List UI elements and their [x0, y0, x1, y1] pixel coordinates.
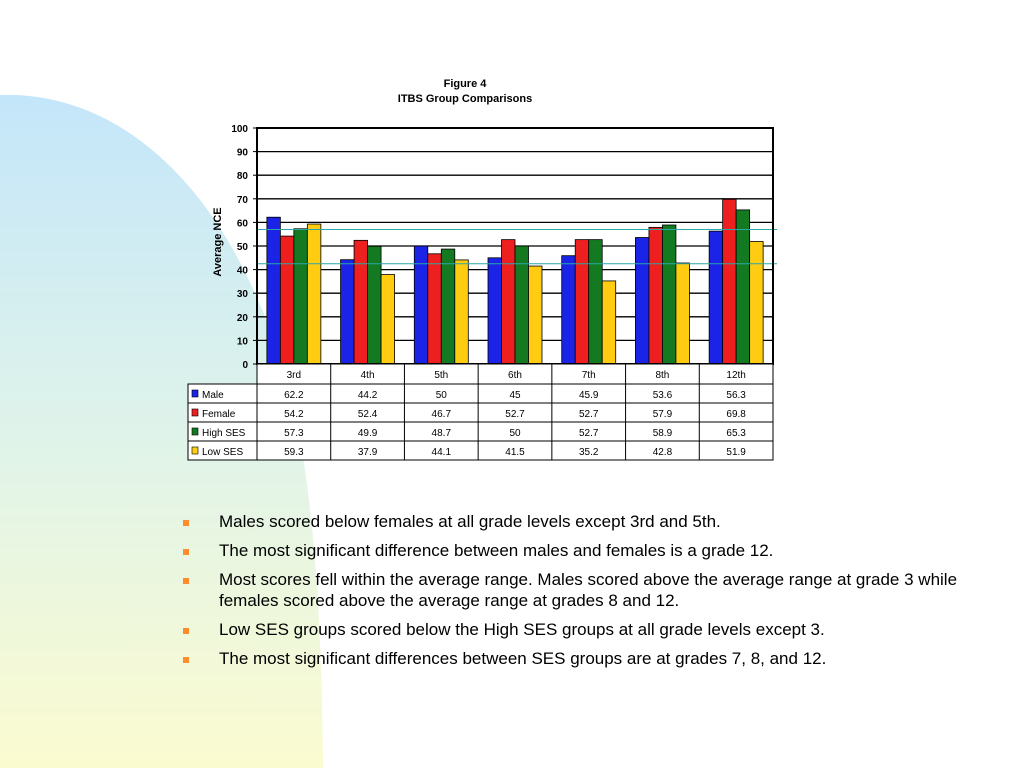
table-cell-value: 58.9 [652, 428, 673, 439]
y-tick-label: 60 [236, 218, 248, 230]
bullet-text: Males scored below females at all grade levels except 3rd and 5th. [219, 512, 721, 531]
bar-male [488, 258, 502, 364]
data-table [188, 364, 773, 460]
bar-low-ses [602, 281, 616, 364]
table-cell-value: 45.9 [578, 390, 599, 401]
table-cell-value: 52.4 [357, 409, 378, 420]
table-cell-value: 51.9 [726, 447, 746, 458]
bar-low-ses [307, 224, 321, 364]
bar-female [649, 227, 663, 364]
bars [267, 199, 763, 364]
table-cell-value: 44.2 [357, 390, 378, 401]
y-tick-label: 50 [236, 242, 248, 253]
bar-male [562, 256, 576, 364]
table-cell-value: 35.2 [578, 447, 599, 458]
table-cell-value: 65.3 [726, 428, 746, 439]
x-category-label: 3rd [286, 370, 302, 381]
bar-male [267, 217, 281, 364]
y-tick-label: 30 [236, 289, 248, 301]
bar-high-ses [294, 229, 308, 364]
bullet-marker-icon [183, 578, 189, 584]
bar-male [635, 238, 649, 364]
chart-subtitle: ITBS Group Comparisons [397, 93, 533, 105]
table-cell-value: 53.6 [652, 390, 673, 401]
legend-swatch [192, 428, 198, 435]
legend-swatch [192, 447, 198, 454]
table-cell-value: 48.7 [431, 428, 452, 439]
y-axis-label: Average NCE [212, 207, 224, 277]
bar-female [502, 240, 516, 364]
bar-female [428, 254, 442, 364]
x-category-label: 12th [726, 370, 746, 381]
table-cell-value: 57.9 [652, 409, 673, 420]
bullet-text: The most significant differences between SES groups are at grades 7, 8, and 12. [219, 649, 827, 668]
chart-title: Figure 4 [443, 78, 487, 90]
bar-low-ses [529, 266, 543, 364]
table-cell-value: 50 [435, 390, 447, 401]
x-category-label: 6th [508, 370, 522, 381]
bar-low-ses [750, 242, 764, 364]
bullet-text: Low SES groups scored below the High SES groups at all grade levels except 3. [219, 620, 825, 639]
table-cell-value: 49.9 [357, 428, 378, 439]
table-cell-value: 59.3 [284, 447, 304, 458]
legend-swatch [192, 409, 198, 416]
table-cell-value: 46.7 [431, 409, 452, 420]
legend-series-name: Male [202, 390, 224, 401]
bar-female [354, 240, 368, 364]
bar-high-ses [662, 225, 676, 364]
table-cell-value: 50 [509, 428, 521, 439]
bullet-item [183, 569, 963, 611]
findings-list [183, 511, 963, 677]
x-category-label: 7th [581, 370, 596, 381]
bar-high-ses [736, 210, 750, 364]
y-tick-label: 20 [236, 312, 248, 324]
bullet-item [183, 619, 963, 640]
bullet-marker-icon [183, 657, 189, 663]
legend-series-name: Female [202, 409, 236, 420]
table-cell-value: 69.8 [726, 409, 746, 420]
bullet-marker-icon [183, 628, 189, 634]
table-cell-value: 52.7 [578, 409, 599, 420]
bullet-text: Most scores fell within the average range. Males scored above the average range at grade 3 while females scored above the average range at grades 8 and 12. [219, 570, 958, 610]
y-tick-label: 80 [236, 171, 248, 183]
bullet-text: The most significant difference between males and females is a grade 12. [219, 541, 774, 560]
bar-male [341, 260, 355, 364]
table-cell-value: 54.2 [284, 409, 304, 420]
y-axis-ticks [231, 124, 257, 371]
legend-series-name: Low SES [202, 447, 244, 458]
table-cell-value: 56.3 [726, 390, 746, 401]
y-tick-label: 40 [236, 265, 248, 277]
table-cell-value: 52.7 [505, 409, 525, 420]
bar-low-ses [455, 260, 469, 364]
x-category-label: 8th [655, 370, 670, 381]
bullet-marker-icon [183, 520, 189, 526]
bar-high-ses [589, 240, 603, 364]
table-cell-value: 52.7 [578, 428, 599, 439]
table-cell-value: 41.5 [505, 447, 525, 458]
bullet-item [183, 648, 963, 669]
bullet-item [183, 540, 963, 561]
table-cell-value: 44.1 [431, 447, 452, 458]
bullet-item [183, 511, 963, 532]
table-cell-value: 57.3 [284, 428, 304, 439]
bar-female [280, 236, 294, 364]
bar-female [723, 199, 737, 364]
y-tick-label: 90 [236, 147, 248, 159]
bar-low-ses [381, 275, 395, 364]
legend-swatch [192, 390, 198, 397]
y-tick-label: 70 [236, 194, 248, 206]
bar-male [709, 231, 723, 364]
x-category-label: 5th [434, 370, 449, 381]
x-category-label: 4th [360, 370, 375, 381]
table-cell-value: 62.2 [284, 390, 304, 401]
y-tick-label: 10 [236, 336, 248, 348]
y-tick-label: 100 [231, 124, 248, 135]
y-tick-label: 0 [242, 360, 248, 371]
table-cell-value: 37.9 [357, 447, 378, 458]
table-cell-value: 42.8 [652, 447, 673, 458]
legend-series-name: High SES [202, 428, 246, 439]
bar-female [575, 240, 589, 364]
table-cell-value: 45 [509, 390, 521, 401]
bullet-marker-icon [183, 549, 189, 555]
bar-low-ses [676, 263, 690, 364]
bar-high-ses [441, 249, 455, 364]
